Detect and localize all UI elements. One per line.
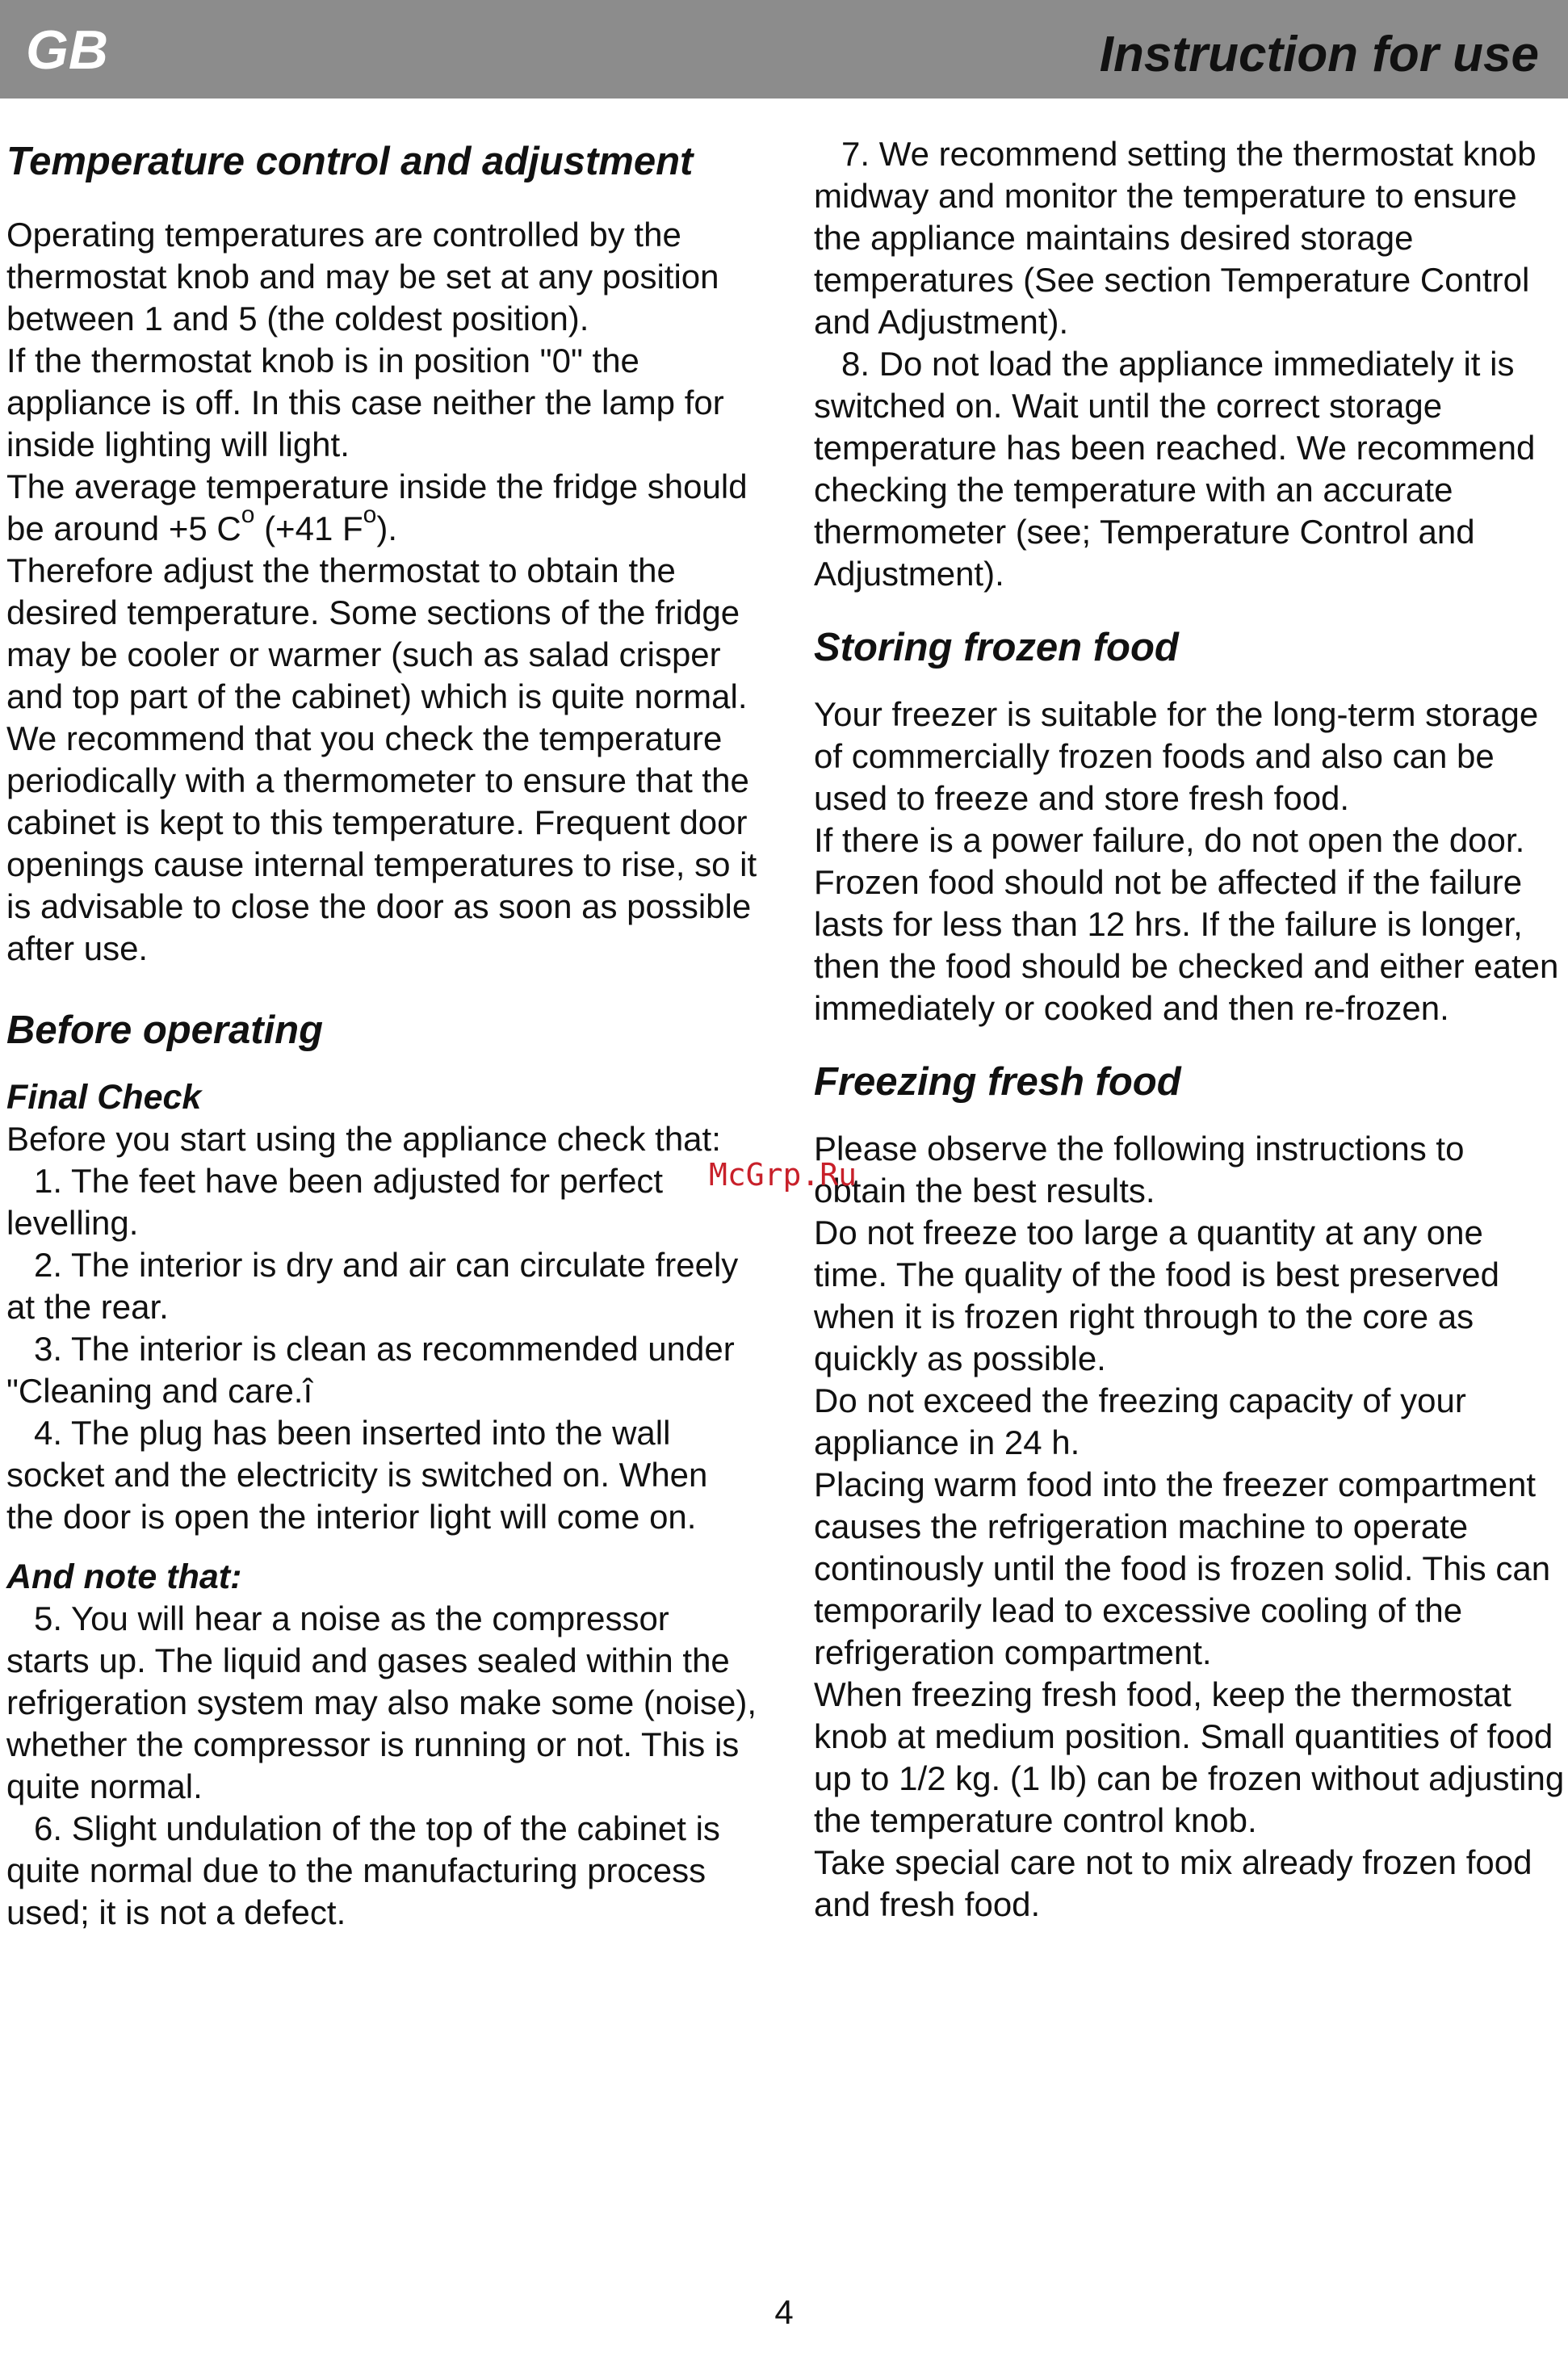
freezing-paragraph: Do not exceed the freezing capacity of your appliance in 24 h. xyxy=(814,1381,1466,1461)
temperature-text: ). xyxy=(376,509,397,547)
check-list-item: 1. The feet have been adjusted for perfect levelling. xyxy=(6,1162,664,1242)
section-title-before-operating: Before operating xyxy=(6,1008,324,1052)
subsection-title-final-check: Final Check xyxy=(6,1078,202,1117)
check-list-item: 4. The plug has been inserted into the wall socket and the electricity is switched on. When the door is open the interior light will come on. xyxy=(6,1414,708,1536)
temperature-text: The average temperature inside the fridge should be around +5 C xyxy=(6,467,748,547)
final-check-intro: Before you start using the appliance check that: xyxy=(6,1120,721,1158)
temperature-paragraph xyxy=(6,466,757,550)
subsection-title-note: And note that: xyxy=(6,1557,242,1596)
temperature-text: (+41 F xyxy=(254,509,363,547)
temperature-paragraph: Therefore adjust the thermostat to obtain the desired temperature. Some sections of the fridge may be cooler or warmer (such as salad crisper and top part of the cabinet) which is quite normal. We recommend that you check the temperature periodically with a thermometer to ensure that the cabinet is kept to this temperature. Frequent door openings cause internal temperatures to rise, so it is advisable to close the door as soon as possible after use. xyxy=(6,551,757,967)
check-list-item: 7. We recommend setting the thermostat knob midway and monitor the temperature to ensure the appliance maintains desired storage temperatures (See section Temperature Control and Adjustment). xyxy=(814,135,1537,341)
freezing-paragraph: Take special care not to mix already frozen food and fresh food. xyxy=(814,1843,1532,1923)
temperature-paragraph: Operating temperatures are controlled by the thermostat knob and may be set at any position between 1 and 5 (the coldest position). xyxy=(6,216,719,337)
temperature-paragraph: If the thermostat knob is in position "0" the appliance is off. In this case neither the lamp for inside lighting will light. xyxy=(6,342,724,463)
degree-symbol: o xyxy=(363,501,377,528)
freezing-paragraph: Placing warm food into the freezer compartment causes the refrigeration machine to operate continously until the food is frozen solid. This can temporarily lead to excessive cooling of the refrigeration compartment. xyxy=(814,1465,1551,1671)
section-title-temperature: Temperature control and adjustment xyxy=(6,140,694,183)
check-list-item: 2. The interior is dry and air can circulate freely at the rear. xyxy=(6,1246,739,1326)
note-list-item: 6. Slight undulation of the top of the cabinet is quite normal due to the manufacturing process used; it is not a defect. xyxy=(6,1809,720,1931)
degree-symbol: o xyxy=(241,501,255,528)
storing-paragraph: If there is a power failure, do not open the door. Frozen food should not be affected if the failure lasts for less than 12 hrs. If the failure is longer, then the food should be checked and either eaten immediately or cooked and then re-frozen. xyxy=(814,821,1559,1027)
language-code: GB xyxy=(26,19,108,81)
freezing-paragraph: Please observe the following instructions to obtain the best results. xyxy=(814,1130,1465,1209)
page-number: 4 xyxy=(774,2293,794,2331)
left-column xyxy=(6,133,757,1934)
section-title-freezing-fresh-food: Freezing fresh food xyxy=(814,1060,1181,1104)
right-column xyxy=(814,133,1565,1926)
freezing-paragraph: Do not freeze too large a quantity at any one time. The quality of the food is best preserved when it is frozen right through to the core as quickly as possible. xyxy=(814,1214,1500,1377)
check-list-item: 8. Do not load the appliance immediately it is switched on. Wait until the correct storage temperature has been reached. We recommend checking the temperature with an accurate thermometer (see; Temperature Control and Adjustment). xyxy=(814,345,1536,593)
freezing-paragraph: When freezing fresh food, keep the thermostat knob at medium position. Small quantities of food up to 1/2 kg. (1 lb) can be frozen without adjusting the temperature control knob. xyxy=(814,1675,1565,1839)
watermark: McGrp.Ru xyxy=(709,1157,857,1193)
check-list-item: 3. The interior is clean as recommended under "Cleaning and care.î xyxy=(6,1330,735,1410)
page-header xyxy=(0,0,1568,99)
note-list-item: 5. You will hear a noise as the compressor starts up. The liquid and gases sealed within the refrigeration system may also make some (noise), whether the compressor is running or not. This is quite normal. xyxy=(6,1599,757,1805)
storing-paragraph: Your freezer is suitable for the long-term storage of commercially frozen foods and also can be used to freeze and store fresh food. xyxy=(814,695,1539,817)
section-title-storing-frozen-food: Storing frozen food xyxy=(814,626,1179,669)
header-title: Instruction for use xyxy=(1099,27,1539,82)
